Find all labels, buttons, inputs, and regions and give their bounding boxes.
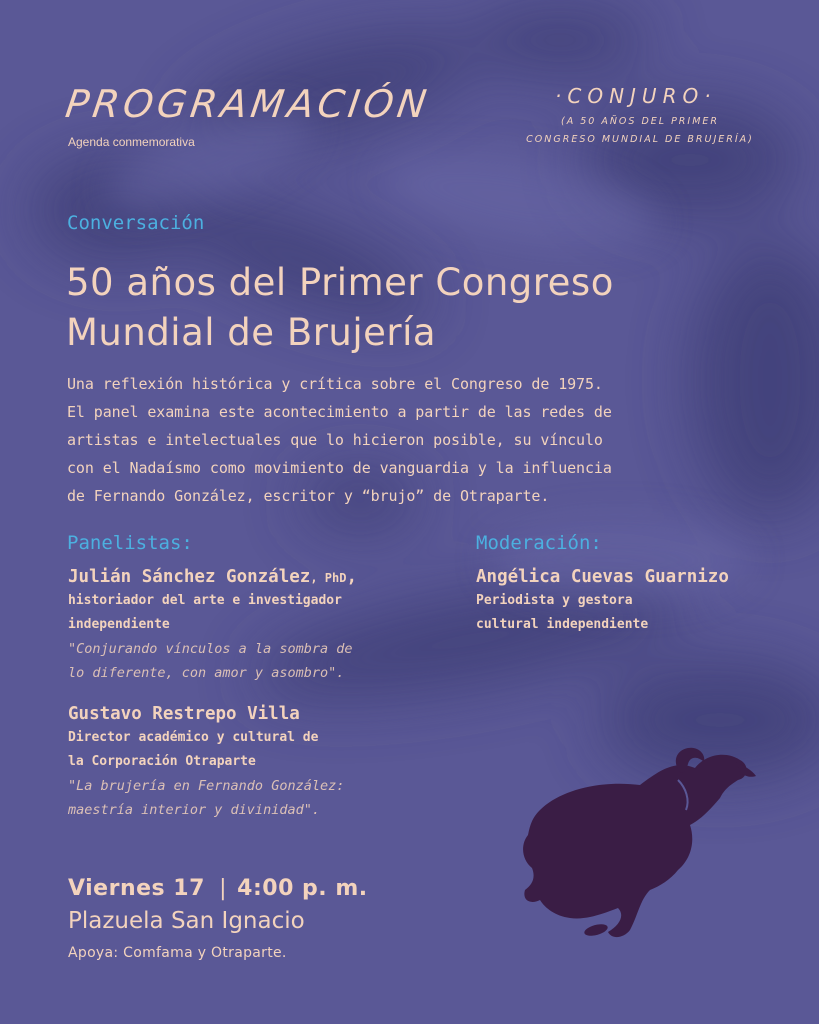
panelist-name-comma: ,: [346, 567, 357, 587]
moderator-role: [476, 589, 776, 637]
description-line: con el Nadaísmo como movimiento de vanguardia y la influencia: [67, 459, 612, 477]
panelist-name: Julián Sánchez González: [68, 567, 311, 587]
moderation-label: Moderación:: [476, 532, 602, 554]
panelist-quote-line: maestría interior y divinidad".: [68, 802, 320, 818]
event-type: Conversación: [67, 212, 205, 234]
event-title-line: Mundial de Brujería: [66, 311, 437, 354]
event-title: [66, 258, 746, 358]
panelist-role: [68, 589, 468, 637]
event-location: Plazuela San Ignacio: [68, 908, 305, 934]
panelist-role-line: historiador del arte e investigador: [68, 593, 342, 608]
panelist-card: [68, 567, 468, 685]
event-datetime: [68, 876, 368, 901]
panelist-name: Gustavo Restrepo Villa: [68, 704, 300, 724]
series-subtitle: [520, 113, 760, 149]
panelist-role: [68, 726, 468, 774]
panelist-role-line: la Corporación Otraparte: [68, 754, 256, 769]
event-time: 4:00 p. m.: [237, 876, 368, 901]
datetime-separator: |: [219, 876, 227, 901]
panelists-label: Panelistas:: [67, 532, 193, 554]
programacion-title: PROGRAMACIÓN: [62, 82, 434, 126]
description-line: El panel examina este acontecimiento a partir de las redes de: [67, 403, 612, 421]
event-sponsors: Apoya: Comfama y Otraparte.: [68, 945, 287, 961]
series-subtitle-line: (A 50 AÑOS DEL PRIMER: [560, 116, 720, 127]
description-line: Una reflexión histórica y crítica sobre el Congreso de 1975.: [67, 375, 603, 393]
panelist-role-line: independiente: [68, 617, 170, 632]
description-line: de Fernando González, escritor y “brujo” de Otraparte.: [67, 487, 550, 505]
series-title: ·CONJURO·: [555, 84, 717, 108]
panelist-degree: , PhD: [310, 571, 347, 585]
series-subtitle-line: CONGRESO MUNDIAL DE BRUJERÍA): [526, 134, 754, 145]
event-day: Viernes 17: [68, 876, 205, 901]
event-description: [67, 370, 707, 510]
panelist-quote-line: "La brujería en Fernando González:: [68, 778, 345, 794]
ram-silhouette-icon: [500, 740, 760, 960]
moderator-card: [476, 567, 776, 637]
panelist-quote: [68, 774, 468, 822]
moderator-name: Angélica Cuevas Guarnizo: [476, 567, 729, 587]
description-line: artistas e intelectuales que lo hicieron posible, su vínculo: [67, 431, 603, 449]
panelist-role-line: Director académico y cultural de: [68, 730, 319, 745]
event-title-line: 50 años del Primer Congreso: [66, 261, 614, 304]
moderator-role-line: cultural independiente: [476, 617, 649, 632]
panelist-quote: [68, 637, 468, 685]
panelist-quote-line: lo diferente, con amor y asombro".: [68, 665, 345, 681]
panelist-card: [68, 704, 468, 822]
panelist-quote-line: "Conjurando vínculos a la sombra de: [68, 641, 353, 657]
programacion-subtitle: Agenda conmemorativa: [68, 135, 195, 149]
moderator-role-line: Periodista y gestora: [476, 593, 633, 608]
